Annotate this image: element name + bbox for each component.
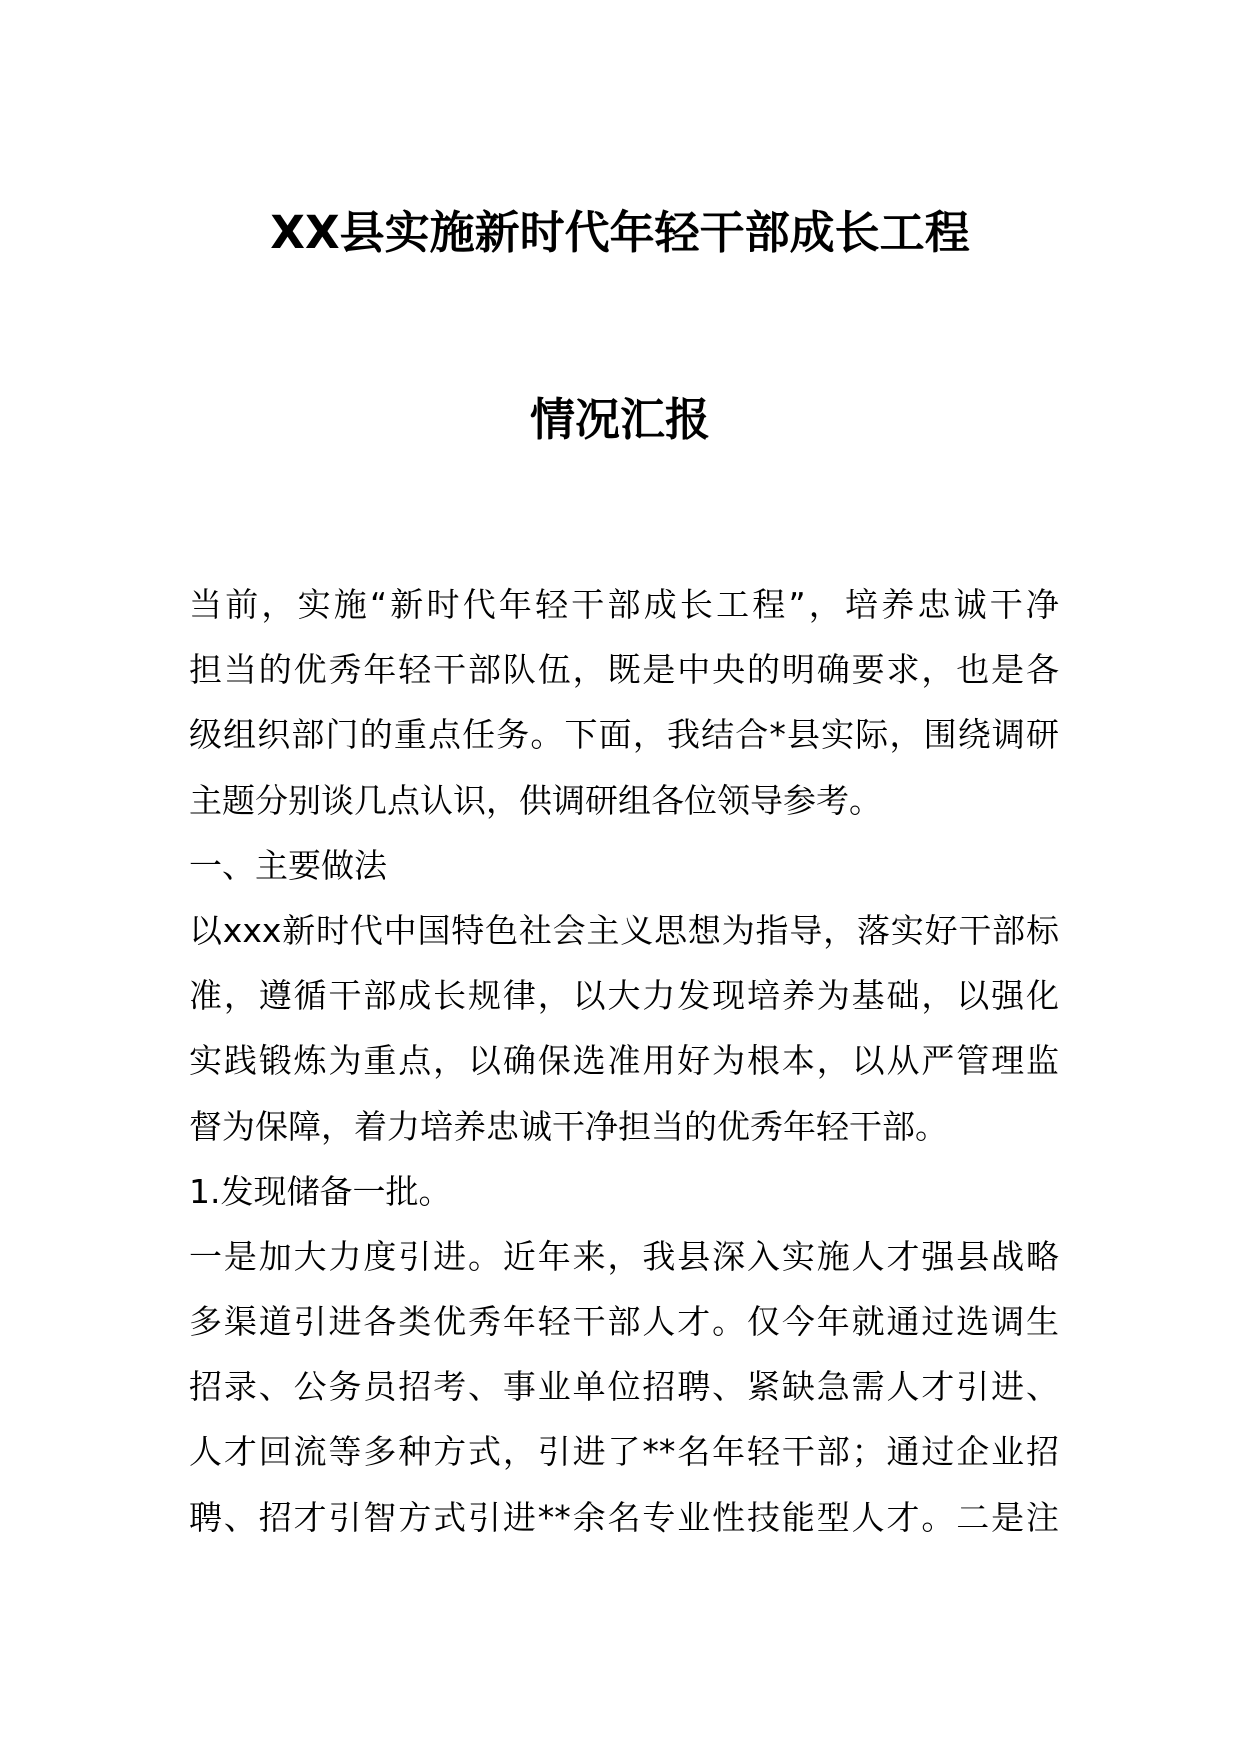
document-title-line-1: XX县实施新时代年轻干部成长工程: [270, 206, 970, 259]
body-line: 主题分别谈几点认识，供调研组各位领导参考。: [189, 780, 882, 820]
body-line: 准，遵循干部成长规律，以大力发现培养为基础，以强化: [189, 976, 1059, 1016]
body-line: 当前，实施“新时代年轻干部成长工程”，培养忠诚干净: [189, 585, 1059, 624]
body-line: 一是加大力度引进。近年来，我县深入实施人才强县战略: [189, 1236, 1059, 1276]
body-line: 招录、公务员招考、事业单位招聘、紧缺急需人才引进、: [189, 1367, 1059, 1407]
section-heading: 一、主要做法: [189, 845, 387, 885]
body-line: 聘、招才引智方式引进**余名专业性技能型人才。二是注: [189, 1497, 1059, 1537]
subsection-heading: 1.发现储备一批。: [189, 1171, 452, 1211]
body-line: 级组织部门的重点任务。下面，我结合*县实际，围绕调研: [189, 715, 1059, 755]
body-line: 督为保障，着力培养忠诚干净担当的优秀年轻干部。: [189, 1106, 948, 1146]
body-line: 人才回流等多种方式，引进了**名年轻干部；通过企业招: [189, 1432, 1059, 1472]
body-line: 担当的优秀年轻干部队伍，既是中央的明确要求，也是各: [189, 650, 1059, 690]
body-line: 实践锻炼为重点，以确保选准用好为根本，以从严管理监: [189, 1041, 1059, 1081]
body-line: 多渠道引进各类优秀年轻干部人才。仅今年就通过选调生: [189, 1302, 1059, 1342]
document-title-line-2: 情况汇报: [529, 393, 710, 446]
body-line: 以xxx新时代中国特色社会主义思想为指导，落实好干部标: [189, 910, 1059, 950]
document-body: [189, 572, 1059, 1550]
